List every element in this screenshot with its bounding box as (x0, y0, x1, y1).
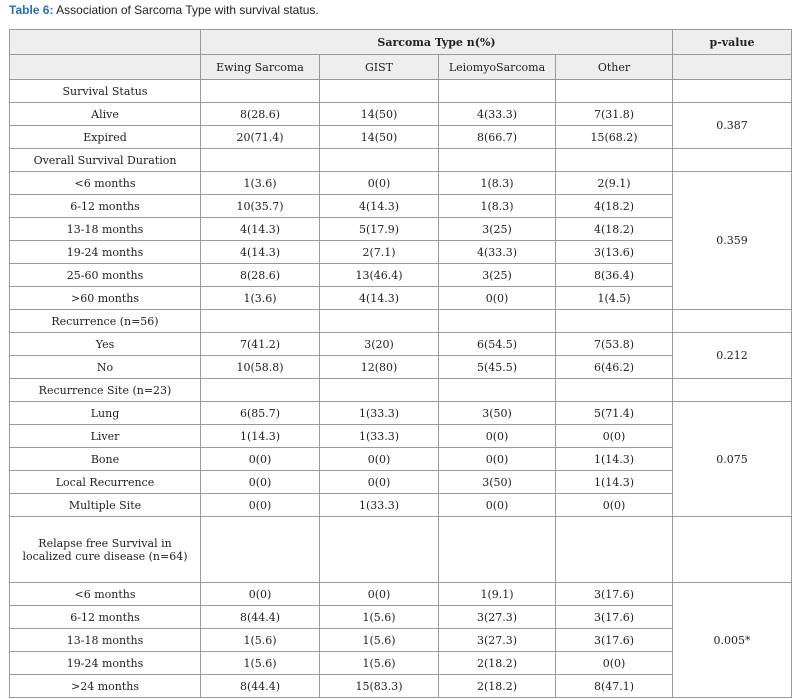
empty-cell (439, 310, 556, 333)
data-cell: 0(0) (556, 652, 673, 675)
data-cell: 8(66.7) (439, 126, 556, 149)
pvalue-cell: 0.005* (673, 583, 792, 698)
data-cell: 4(33.3) (439, 241, 556, 264)
header-group-cell: Sarcoma Type n(%) (201, 30, 673, 55)
data-cell: 0(0) (201, 471, 320, 494)
empty-cell (439, 379, 556, 402)
empty-cell (201, 517, 320, 583)
row-label: No (10, 356, 201, 379)
data-cell: 0(0) (556, 494, 673, 517)
data-cell: 3(50) (439, 471, 556, 494)
data-cell: 3(20) (320, 333, 439, 356)
data-cell: 1(5.6) (320, 652, 439, 675)
row-label: 13-18 months (10, 218, 201, 241)
row-label: Local Recurrence (10, 471, 201, 494)
data-cell: 10(58.8) (201, 356, 320, 379)
table-caption (9, 3, 319, 17)
section-title: Relapse free Survival in localized cure disease (n=64) (10, 517, 201, 583)
header-empty-cell (673, 55, 792, 80)
data-cell: 0(0) (439, 425, 556, 448)
data-cell: 1(14.3) (556, 471, 673, 494)
empty-cell (673, 80, 792, 103)
empty-cell (320, 517, 439, 583)
empty-cell (556, 80, 673, 103)
empty-cell (556, 310, 673, 333)
empty-cell (556, 379, 673, 402)
header-empty-cell (10, 30, 201, 55)
data-cell: 1(5.6) (320, 629, 439, 652)
empty-cell (439, 517, 556, 583)
data-cell: 13(46.4) (320, 264, 439, 287)
data-cell: 3(50) (439, 402, 556, 425)
data-cell: 0(0) (556, 425, 673, 448)
data-cell: 15(68.2) (556, 126, 673, 149)
data-cell: 4(14.3) (201, 218, 320, 241)
row-label: 6-12 months (10, 195, 201, 218)
section-header-row (10, 310, 792, 333)
empty-cell (320, 379, 439, 402)
data-cell: 8(44.4) (201, 675, 320, 698)
row-label: Bone (10, 448, 201, 471)
empty-cell (201, 149, 320, 172)
empty-cell (201, 310, 320, 333)
row-label: >60 months (10, 287, 201, 310)
data-cell: 12(80) (320, 356, 439, 379)
empty-cell (439, 149, 556, 172)
section-header-row (10, 517, 792, 583)
data-cell: 4(33.3) (439, 103, 556, 126)
section-header-row (10, 379, 792, 402)
data-cell: 0(0) (439, 494, 556, 517)
header-row-columns (10, 55, 792, 80)
data-cell: 0(0) (320, 583, 439, 606)
data-cell: 5(71.4) (556, 402, 673, 425)
header-pvalue-cell: p-value (673, 30, 792, 55)
data-cell: 1(9.1) (439, 583, 556, 606)
data-cell: 1(3.6) (201, 172, 320, 195)
row-label: Lung (10, 402, 201, 425)
data-cell: 3(25) (439, 218, 556, 241)
empty-cell (673, 517, 792, 583)
row-label: Multiple Site (10, 494, 201, 517)
data-cell: 1(33.3) (320, 402, 439, 425)
empty-cell (320, 149, 439, 172)
empty-cell (439, 80, 556, 103)
data-cell: 1(33.3) (320, 425, 439, 448)
row-label: 19-24 months (10, 241, 201, 264)
data-cell: 3(25) (439, 264, 556, 287)
pvalue-cell: 0.075 (673, 402, 792, 517)
data-cell: 4(18.2) (556, 195, 673, 218)
data-cell: 0(0) (320, 448, 439, 471)
row-label: 6-12 months (10, 606, 201, 629)
sarcoma-survival-table (9, 29, 792, 698)
data-cell: 7(53.8) (556, 333, 673, 356)
data-cell: 8(28.6) (201, 264, 320, 287)
empty-cell (320, 310, 439, 333)
row-label: Alive (10, 103, 201, 126)
column-header-gist: GIST (320, 55, 439, 80)
empty-cell (320, 80, 439, 103)
table-row (10, 172, 792, 195)
data-cell: 7(31.8) (556, 103, 673, 126)
row-label: 13-18 months (10, 629, 201, 652)
data-cell: 0(0) (320, 172, 439, 195)
pvalue-cell: 0.212 (673, 333, 792, 379)
data-cell: 1(4.5) (556, 287, 673, 310)
section-header-row (10, 80, 792, 103)
row-label: <6 months (10, 583, 201, 606)
header-row-group (10, 30, 792, 55)
section-header-row (10, 149, 792, 172)
row-label: Yes (10, 333, 201, 356)
data-cell: 4(14.3) (320, 195, 439, 218)
table-row (10, 103, 792, 126)
data-cell: 14(50) (320, 103, 439, 126)
empty-cell (201, 80, 320, 103)
data-cell: 15(83.3) (320, 675, 439, 698)
data-cell: 0(0) (201, 583, 320, 606)
data-cell: 3(27.3) (439, 629, 556, 652)
data-cell: 3(13.6) (556, 241, 673, 264)
data-cell: 0(0) (439, 287, 556, 310)
pvalue-cell: 0.359 (673, 172, 792, 310)
column-header-other: Other (556, 55, 673, 80)
section-title: Overall Survival Duration (10, 149, 201, 172)
data-cell: 1(33.3) (320, 494, 439, 517)
pvalue-cell: 0.387 (673, 103, 792, 149)
data-cell: 6(54.5) (439, 333, 556, 356)
data-cell: 20(71.4) (201, 126, 320, 149)
data-cell: 0(0) (201, 448, 320, 471)
data-cell: 14(50) (320, 126, 439, 149)
data-cell: 1(5.6) (320, 606, 439, 629)
header-empty-cell (10, 55, 201, 80)
data-cell: 8(44.4) (201, 606, 320, 629)
data-cell: 1(8.3) (439, 172, 556, 195)
data-cell: 8(28.6) (201, 103, 320, 126)
data-cell: 1(8.3) (439, 195, 556, 218)
row-label: Expired (10, 126, 201, 149)
empty-cell (556, 149, 673, 172)
empty-cell (673, 149, 792, 172)
empty-cell (673, 379, 792, 402)
data-cell: 5(45.5) (439, 356, 556, 379)
data-cell: 1(5.6) (201, 652, 320, 675)
data-cell: 4(18.2) (556, 218, 673, 241)
table-row (10, 333, 792, 356)
data-cell: 4(14.3) (201, 241, 320, 264)
data-cell: 0(0) (439, 448, 556, 471)
data-cell: 3(17.6) (556, 629, 673, 652)
column-header-ewing: Ewing Sarcoma (201, 55, 320, 80)
data-cell: 3(27.3) (439, 606, 556, 629)
data-cell: 6(46.2) (556, 356, 673, 379)
data-cell: 8(47.1) (556, 675, 673, 698)
data-cell: 0(0) (201, 494, 320, 517)
data-cell: 3(17.6) (556, 583, 673, 606)
data-cell: 3(17.6) (556, 606, 673, 629)
data-cell: 1(3.6) (201, 287, 320, 310)
row-label: 25-60 months (10, 264, 201, 287)
data-cell: 10(35.7) (201, 195, 320, 218)
row-label: >24 months (10, 675, 201, 698)
table-caption-label: Table 6: (9, 3, 54, 17)
section-title: Survival Status (10, 80, 201, 103)
section-title: Recurrence Site (n=23) (10, 379, 201, 402)
data-cell: 8(36.4) (556, 264, 673, 287)
data-cell: 2(18.2) (439, 652, 556, 675)
empty-cell (201, 379, 320, 402)
data-cell: 1(14.3) (556, 448, 673, 471)
row-label: Liver (10, 425, 201, 448)
section-title: Recurrence (n=56) (10, 310, 201, 333)
data-cell: 1(14.3) (201, 425, 320, 448)
data-cell: 4(14.3) (320, 287, 439, 310)
data-cell: 1(5.6) (201, 629, 320, 652)
table-body (10, 30, 792, 698)
row-label: 19-24 months (10, 652, 201, 675)
table-row (10, 402, 792, 425)
data-cell: 2(18.2) (439, 675, 556, 698)
column-header-leiomyosarcoma: LeiomyoSarcoma (439, 55, 556, 80)
data-cell: 7(41.2) (201, 333, 320, 356)
table-caption-text: Association of Sarcoma Type with survival status. (56, 3, 319, 17)
row-label: <6 months (10, 172, 201, 195)
table-row (10, 583, 792, 606)
data-cell: 2(9.1) (556, 172, 673, 195)
data-cell: 6(85.7) (201, 402, 320, 425)
data-cell: 5(17.9) (320, 218, 439, 241)
empty-cell (556, 517, 673, 583)
empty-cell (673, 310, 792, 333)
data-cell: 2(7.1) (320, 241, 439, 264)
data-cell: 0(0) (320, 471, 439, 494)
